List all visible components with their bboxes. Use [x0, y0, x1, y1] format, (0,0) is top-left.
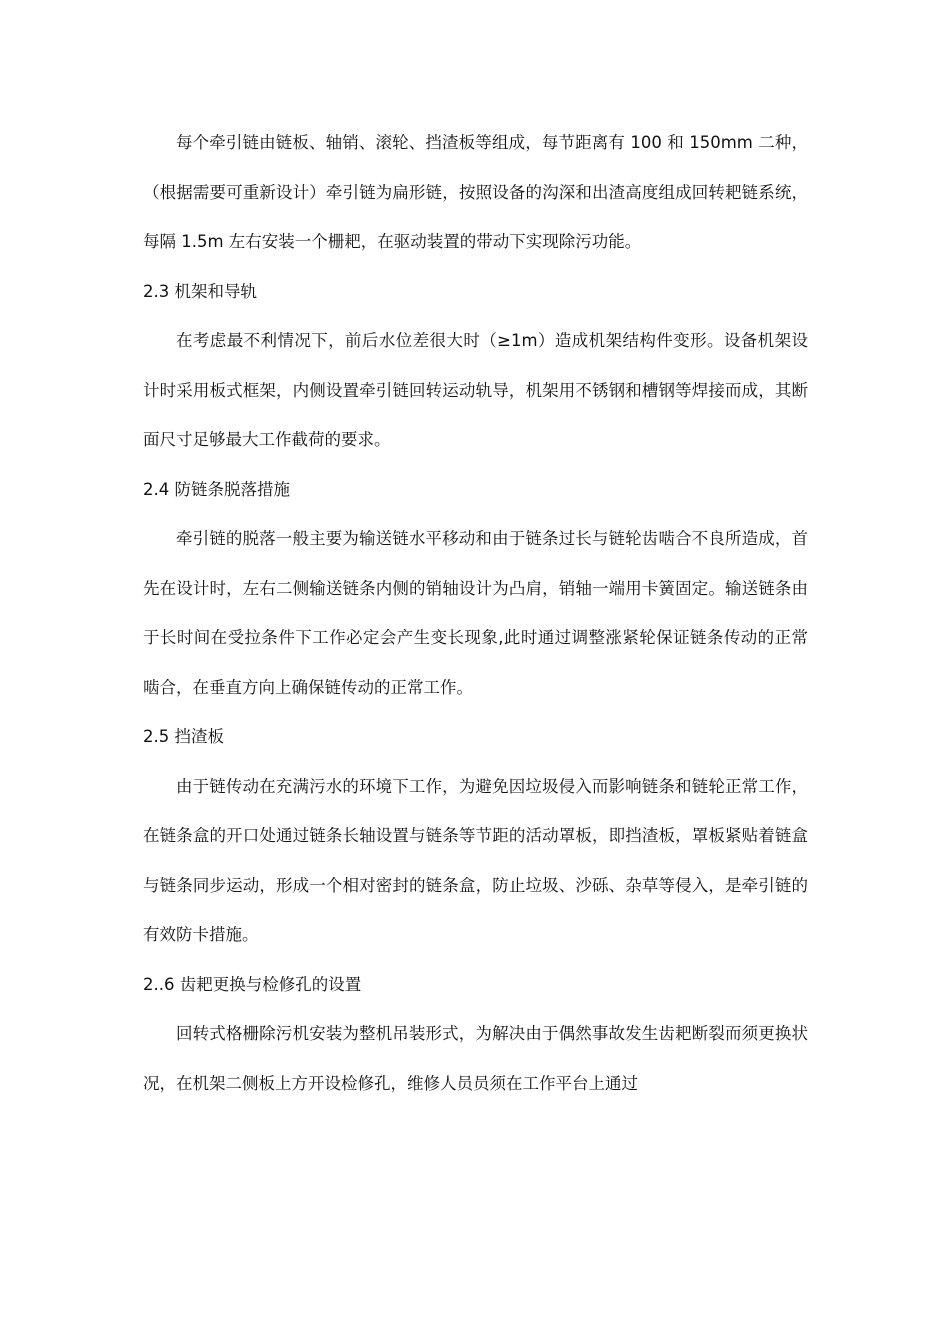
paragraph-rake-replacement: 回转式格栅除污机安装为整机吊装形式，为解决由于偶然事故发生齿耙断裂而须更换状况，在机架二侧板上方开设检修孔，维修人员员须在工作平台上通过 — [143, 1024, 808, 1093]
heading-section-2-3: 2.3 机架和导轨 — [143, 281, 257, 301]
paragraph-frame-rail: 在考虑最不利情况下，前后水位差很大时（≥1m）造成机架结构件变形。设备机架设计时采用板式框架，内侧设置牵引链回转运动轨导，机架用不锈钢和槽钢等焊接而成，其断面尺寸足够最大工作截荷的要求。 — [143, 331, 808, 449]
document-body — [143, 118, 808, 1108]
paragraph-traction-chain: 每个牵引链由链板、轴销、滚轮、挡渣板等组成，每节距离有 100 和 150mm 二种，（根据需要可重新设计）牵引链为扁形链，按照设备的沟深和出渣高度组成回转耙链系统，每隔 1.5m 左右安装一个栅耙，在驱动装置的带动下实现除污功能。 — [143, 133, 808, 251]
heading-section-2-5: 2.5 挡渣板 — [143, 727, 224, 746]
heading-section-2-4: 2.4 防链条脱落措施 — [143, 479, 290, 499]
heading-section-2-6: 2..6 齿耙更换与检修孔的设置 — [143, 974, 362, 994]
paragraph-anti-derail: 牵引链的脱落一般主要为输送链水平移动和由于链条过长与链轮齿啮合不良所造成，首先在设计时，左右二侧输送链条内侧的销轴设计为凸肩，销轴一端用卡簧固定。输送链条由于长时间在受拉条件下工作必定会产生变长现象,此时通过调整涨紧轮保证链条传动的正常啮合，在垂直方向上确保链传动的正常工作。 — [143, 529, 808, 697]
paragraph-slag-plate: 由于链传动在充满污水的环境下工作，为避免因垃圾侵入而影响链条和链轮正常工作，在链条盒的开口处通过链条长轴设置与链条等节距的活动罩板，即挡渣板，罩板紧贴着链盒与链条同步运动，形成一个相对密封的链条盒，防止垃圾、沙砾、杂草等侵入，是牵引链的有效防卡措施。 — [143, 776, 808, 944]
